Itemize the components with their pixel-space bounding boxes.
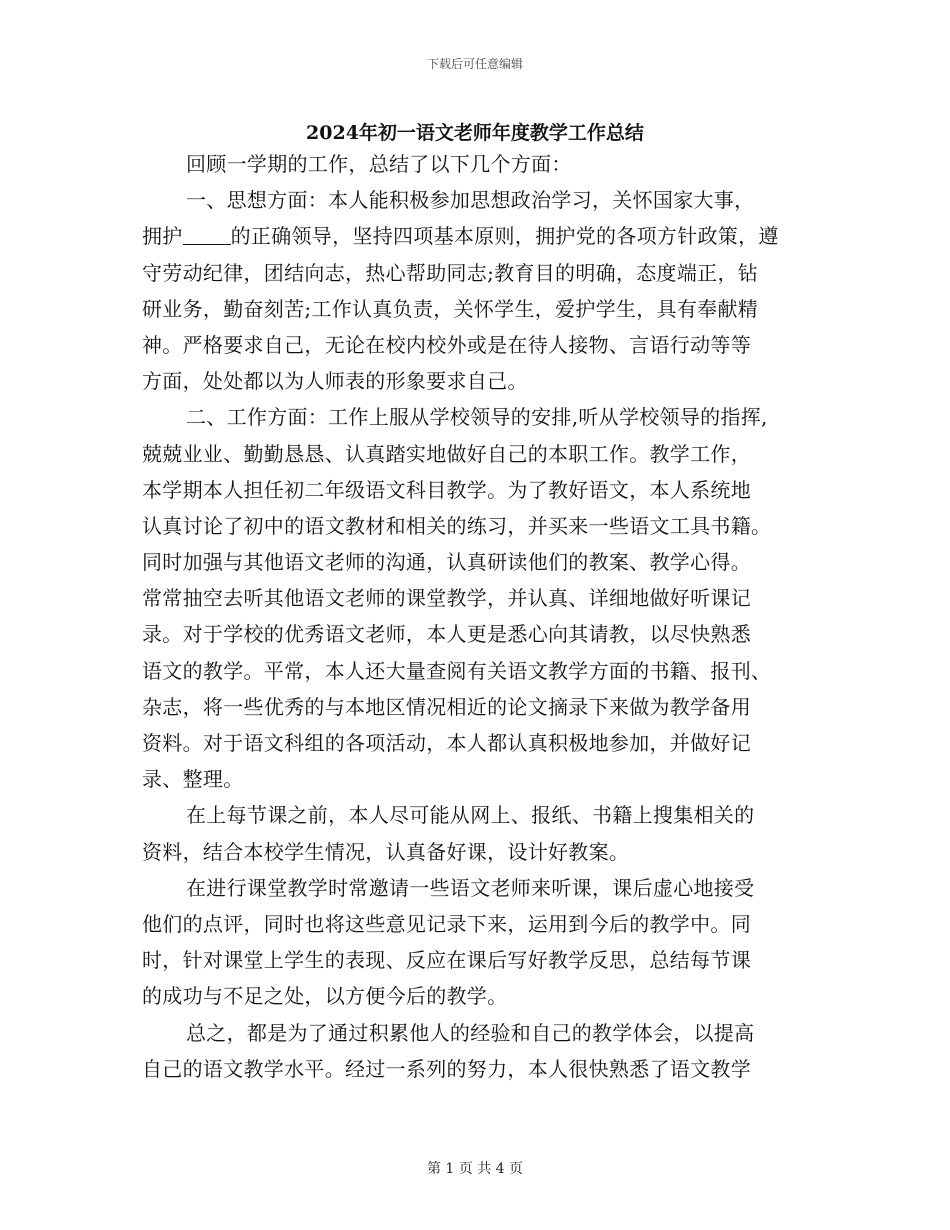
- paragraph-line: 方面，处处都以为人师表的形象要求自己。: [142, 369, 528, 394]
- paragraph-line: 在进行课堂教学时常邀请一些语文老师来听课，课后虚心地接受: [186, 875, 755, 900]
- paragraph-line: 他们的点评，同时也将这些意见记录下来，运用到今后的教学中。同: [142, 911, 751, 936]
- paragraph-line: 总之，都是为了通过积累他人的经验和自己的教学体会，以提高: [186, 1020, 755, 1045]
- paragraph-line: 资料，结合本校学生情况，认真备好课，设计好教案。: [142, 839, 630, 864]
- paragraph-line: 本学期本人担任初二年级语文科目教学。为了教好语文，本人系统地: [142, 477, 751, 502]
- paragraph-line: 时，针对课堂上学生的表现、反应在课后写好教学反思，总结每节课: [142, 948, 751, 973]
- paragraph-line: 同时加强与其他语文老师的沟通，认真研读他们的教案、教学心得。: [142, 550, 751, 575]
- paragraph-line: 杂志，将一些优秀的与本地区情况相近的论文摘录下来做为教学备用: [142, 694, 751, 719]
- paragraph-line: 的成功与不足之处，以方便今后的教学。: [142, 984, 508, 1009]
- document-body: [142, 146, 832, 1087]
- paragraph-line: 研业务，勤奋刻苦;工作认真负责，关怀学生，爱护学生，具有奉献精: [142, 296, 759, 321]
- page-number: 第 1 页 共 4 页: [426, 1161, 524, 1177]
- paragraph-line: 二、工作方面：工作上服从学校领导的安排,听从学校领导的指挥,: [186, 405, 768, 430]
- header-note: 下载后可任意编辑: [426, 57, 523, 71]
- paragraph-line: 常常抽空去听其他语文老师的课堂教学，并认真、详细地做好听课记: [142, 586, 751, 611]
- paragraph-line: 资料。对于语文科组的各项活动，本人都认真积极地参加，并做好记: [142, 731, 751, 755]
- paragraph-line: 在上每节课之前，本人尽可能从网上、报纸、书籍上搜集相关的: [186, 803, 755, 828]
- line-prefix: 拥护: [142, 224, 183, 249]
- paragraph-line: 自己的语文教学水平。经过一系列的努力，本人很快熟悉了语文教学: [142, 1056, 751, 1081]
- line-rest: 的正确领导，坚持四项基本原则，拥护党的各项方针政策，遵: [230, 224, 779, 249]
- paragraph-line: 语文的教学。平常，本人还大量查阅有关语文教学方面的书籍、报刊、: [142, 658, 772, 683]
- paragraph-line: 一、思想方面：本人能积极参加思想政治学习，关怀国家大事，: [186, 188, 755, 213]
- paragraph-line: [142, 218, 832, 254]
- paragraph-line: 神。严格要求自己，无论在校内校外或是在待人接物、言语行动等等: [142, 332, 751, 357]
- paragraph-line: 认真讨论了初中的语文教材和相关的练习，并买来一些语文工具书籍。: [142, 513, 772, 538]
- paragraph-line: 录。对于学校的优秀语文老师，本人更是悉心向其请教，以尽快熟悉: [142, 622, 751, 647]
- paragraph-line: 兢兢业业、勤勤恳恳、认真踏实地做好自己的本职工作。教学工作，: [142, 441, 751, 466]
- fill-in-blank: [183, 226, 231, 245]
- paragraph-line: 守劳动纪律，团结向志，热心帮助同志;教育目的明确，态度端正，钻: [142, 260, 759, 285]
- paragraph-line: 回顾一学期的工作，总结了以下几个方面：: [186, 152, 572, 176]
- document-title: 2024年初一语文老师年度教学工作总结: [306, 122, 644, 144]
- paragraph-line: 录、整理。: [142, 767, 244, 792]
